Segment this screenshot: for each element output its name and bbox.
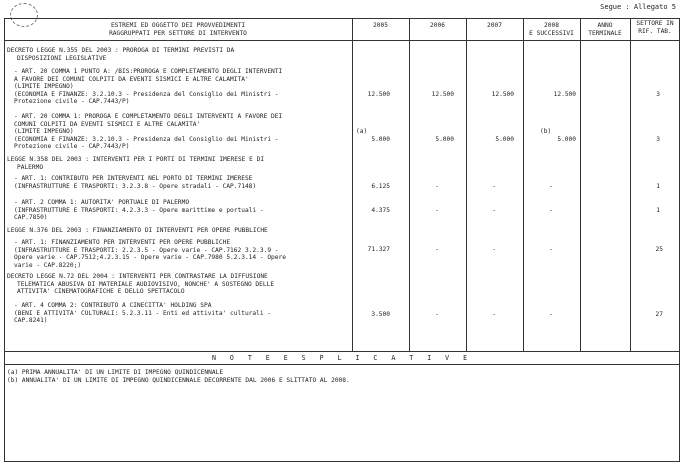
header-2008-line1: 2008 bbox=[544, 22, 559, 29]
value-2006: 5.000 bbox=[435, 136, 454, 143]
section-heading bbox=[7, 273, 274, 296]
provision-item bbox=[14, 199, 264, 222]
provision-item bbox=[14, 239, 286, 269]
provision-item bbox=[14, 68, 282, 106]
provision-line: - ART. 20 COMMA 1: PROROGA E COMPLETAMENTO DEGLI INTERVENTI A FAVORE DEI bbox=[14, 113, 283, 120]
provision-line: - ART. 1: FINANZIAMENTO PER INTERVENTI PER OPERE PUBBLICHE bbox=[14, 239, 231, 246]
provision-line: (INFRASTRUTTURE E TRASPORTI: 2.2.3.5 - Opere varie - CAP.7162 3.2.3.9 - bbox=[14, 246, 279, 254]
note-marker-a: (a) bbox=[356, 128, 368, 135]
section-heading bbox=[7, 227, 268, 235]
value-2005: 5.000 bbox=[371, 136, 390, 143]
header-2006: 2006 bbox=[430, 22, 445, 29]
section-heading-line: LEGGE N.376 DEL 2003 : FINANZIAMENTO DI INTERVENTI PER OPERE PUBBLICHE bbox=[7, 227, 268, 234]
section-heading-line: DECRETO LEGGE N.72 DEL 2004 : INTERVENTI PER CONTRASTARE LA DIFFUSIONE bbox=[7, 273, 268, 280]
section-heading-line: PALERMO bbox=[17, 163, 44, 171]
header-2007: 2007 bbox=[487, 22, 502, 29]
section-heading bbox=[7, 156, 264, 171]
provision-line: Opere varie - CAP.7512;4.2.3.15 - Opere varie - CAP.7980 5.2.3.14 - Opere bbox=[14, 254, 286, 262]
provision-line: CAP.7850) bbox=[14, 214, 48, 222]
value-settore: 27 bbox=[655, 311, 663, 318]
value-settore: 1 bbox=[656, 183, 660, 190]
value-2006: - bbox=[435, 246, 439, 253]
col-divider-anno bbox=[580, 18, 581, 351]
section-heading-line: TELEMATICA ABUSIVA DI MATERIALE AUDIOVISIVO, NONCHE' A SOSTEGNO DELLE bbox=[17, 280, 275, 288]
value-2006: - bbox=[435, 183, 439, 190]
provision-line: (ECONOMIA E FINANZE: 3.2.10.3 - Presidenza del Consiglio dei Ministri - bbox=[14, 90, 279, 98]
value-2008: - bbox=[549, 207, 553, 214]
provision-line: (LIMITE IMPEGNO) bbox=[14, 83, 74, 91]
notes-body bbox=[7, 369, 350, 384]
value-2006: - bbox=[435, 207, 439, 214]
notes-top-divider bbox=[4, 351, 680, 352]
note-marker-b: (b) bbox=[540, 128, 552, 135]
value-2005: 3.500 bbox=[371, 311, 390, 318]
value-2005: 71.327 bbox=[367, 246, 390, 253]
provision-line: Protezione civile - CAP.7443/P) bbox=[14, 143, 130, 151]
value-2007: - bbox=[492, 246, 496, 253]
provision-line: (LIMITE IMPEGNO) bbox=[14, 128, 74, 136]
section-heading-line: DECRETO LEGGE N.355 DEL 2003 : PROROGA DI TERMINI PREVISTI DA bbox=[7, 47, 235, 54]
provision-line: (INFRASTRUTTURE E TRASPORTI: 4.2.3.3 - Opere marittime e portuali - bbox=[14, 206, 264, 214]
value-2007: 5.000 bbox=[495, 136, 514, 143]
value-2005: 12.500 bbox=[367, 91, 390, 98]
provision-item bbox=[14, 113, 282, 151]
value-2007: - bbox=[492, 311, 496, 318]
provision-line: - ART. 4 COMMA 2: CONTRIBUTO A CINECITTA' HOLDING SPA bbox=[14, 302, 212, 309]
provision-line: varie - CAP.8220;) bbox=[14, 261, 82, 269]
section-heading-line: LEGGE N.358 DEL 2003 : INTERVENTI PER I PORTI DI TERMINI IMERESE E DI bbox=[7, 156, 265, 163]
value-settore: 3 bbox=[656, 91, 660, 98]
value-2008: - bbox=[549, 183, 553, 190]
header-2005: 2005 bbox=[373, 22, 388, 29]
header-settore bbox=[630, 20, 680, 36]
value-2006: - bbox=[435, 311, 439, 318]
header-estremi-line1: ESTREMI ED OGGETTO DEI PROVVEDIMENTI bbox=[110, 22, 246, 29]
value-2005: 6.125 bbox=[371, 183, 390, 190]
provision-line: - ART. 20 COMMA 1 PUNTO A: /BIS:PROROGA E COMPLETAMENTO DEGLI INTERVENTI bbox=[14, 68, 283, 75]
header-settore-line2: RIF. TAB. bbox=[638, 28, 672, 35]
notes-title-divider bbox=[4, 364, 680, 365]
provision-line: (BENI E ATTIVITA' CULTURALI: 5.2.3.11 - Enti ed attivita' culturali - bbox=[14, 309, 272, 317]
value-2007: - bbox=[492, 183, 496, 190]
header-anno-line1: ANNO bbox=[597, 22, 613, 29]
header-anno-line2: TERMINALE bbox=[588, 30, 622, 37]
value-2007: - bbox=[492, 207, 496, 214]
provision-item bbox=[14, 302, 271, 325]
header-estremi bbox=[4, 22, 352, 38]
header-estremi-line2: RAGGRUPPATI PER SETTORE DI INTERVENTO bbox=[109, 30, 247, 37]
value-settore: 1 bbox=[656, 207, 660, 214]
value-settore: 3 bbox=[656, 136, 660, 143]
value-2008: 12.500 bbox=[553, 91, 576, 98]
value-2008: 5.000 bbox=[557, 136, 576, 143]
section-heading-line: DISPOSIZIONI LEGISLATIVE bbox=[17, 54, 107, 62]
header-anno-terminale bbox=[580, 22, 630, 38]
provision-line: (ECONOMIA E FINANZE: 3.2.10.3 - Presidenza del Consiglio dei Ministri - bbox=[14, 135, 279, 143]
provision-line: - ART. 1: CONTRIBUTO PER INTERVENTI NEL PORTO DI TERMINI IMERESE bbox=[14, 175, 253, 182]
provision-line: COMUNI COLPITI DA EVENTI SISMICI E ALTRE CALAMITA' bbox=[14, 120, 201, 128]
provision-line: CAP.8241) bbox=[14, 317, 48, 325]
header-settore-line1: SETTORE IN bbox=[636, 20, 674, 27]
value-2007: 12.500 bbox=[491, 91, 514, 98]
value-settore: 25 bbox=[655, 246, 663, 253]
note-line-b: (b) ANNUALITA' DI UN LIMITE DI IMPEGNO QUINDICENNALE DECORRENTE DAL 2006 E SLITTATO AL 2008. bbox=[7, 376, 350, 384]
provision-line: A FAVORE DEI COMUNI COLPITI DA EVENTI SISMICI E ALTRE CALAMITA' bbox=[14, 75, 249, 83]
provision-item bbox=[14, 175, 256, 190]
header-2008-line2: E SUCCESSIVI bbox=[529, 30, 574, 37]
section-heading bbox=[7, 47, 234, 62]
provision-line: (INFRASTRUTTURE E TRASPORTI: 3.2.3.8 - Opere stradali - CAP.7148) bbox=[14, 182, 257, 190]
provision-line: - ART. 2 COMMA 1: AUTORITA' PORTUALE DI PALERMO bbox=[14, 199, 190, 206]
header-2008 bbox=[523, 22, 580, 38]
provision-line: Protezione civile - CAP.7443/P) bbox=[14, 98, 130, 106]
header-divider bbox=[4, 40, 680, 41]
section-heading-line: ATTIVITA' CINEMATOGRAFICHE E DELLO SPETTACOLO bbox=[17, 288, 185, 296]
value-2006: 12.500 bbox=[431, 91, 454, 98]
value-2005: 4.375 bbox=[371, 207, 390, 214]
value-2008: - bbox=[549, 311, 553, 318]
notes-title: N O T E E S P L I C A T I V E bbox=[211, 354, 473, 362]
allegato-label: Segue : Allegato 5 bbox=[600, 3, 676, 11]
note-line-a: (a) PRIMA ANNUALITA' DI UN LIMITE DI IMPEGNO QUINDICENNALE bbox=[7, 369, 224, 376]
value-2008: - bbox=[549, 246, 553, 253]
